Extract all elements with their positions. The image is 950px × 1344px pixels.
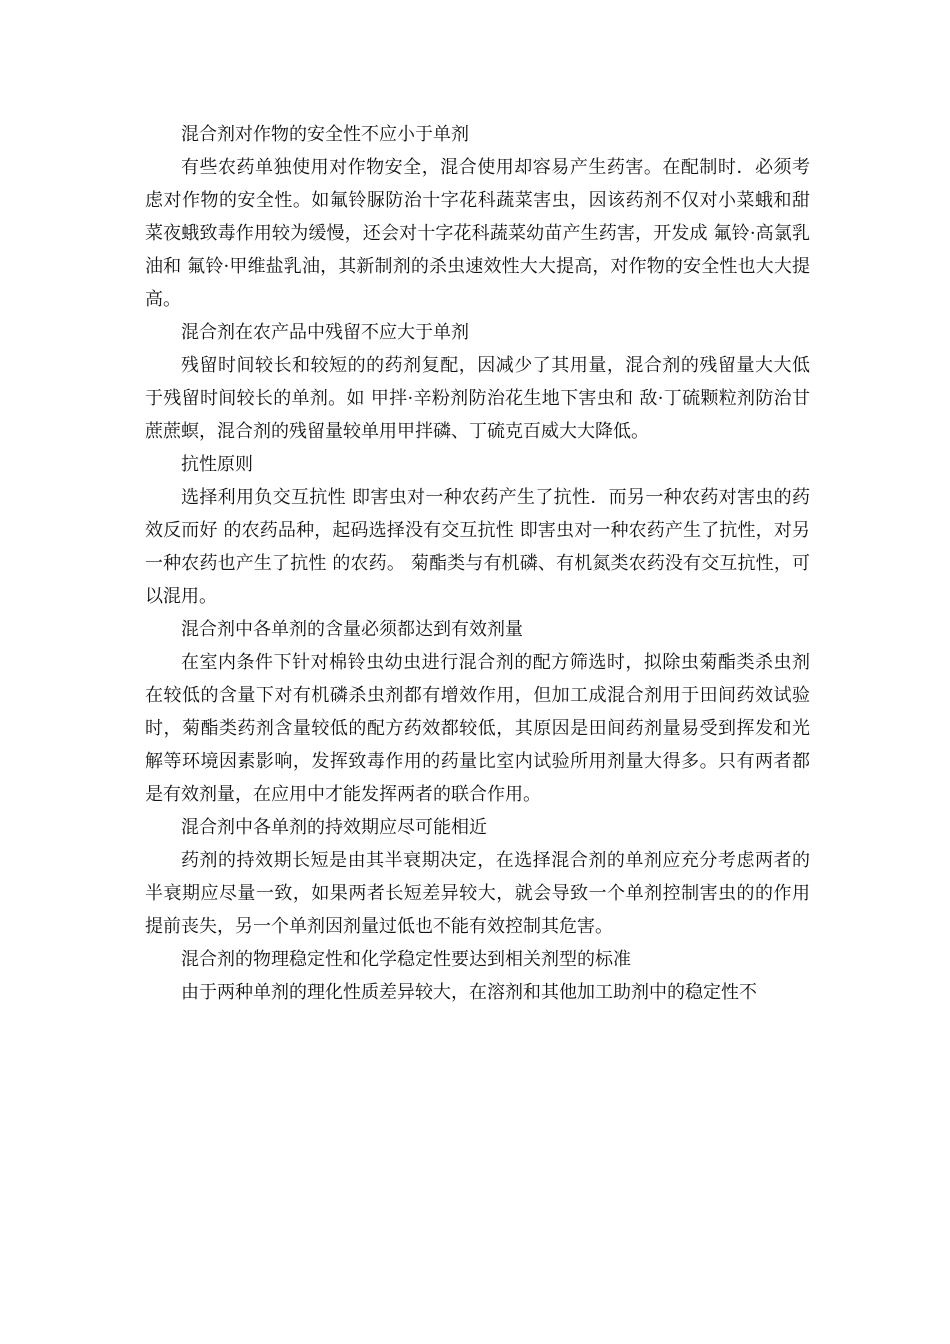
section-heading: 抗性原则 bbox=[181, 454, 253, 475]
document-page bbox=[145, 118, 810, 1009]
body-paragraph: 有些农药单独使用对作物安全，混合使用却容易产生药害。在配制时．必须考虑对作物的安全性。如氟铃脲防治十字花科蔬菜害虫，因该药剂不仅对小菜蛾和甜菜夜蛾致毒作用较为缓慢，还会对十字花科蔬菜幼苗产生药害，开发成 氟铃·高氯乳油和 氟铃·甲维盐乳油，其新制剂的杀虫速效性大大提高，对作物的安全性也大大提高。 bbox=[145, 157, 810, 310]
section-heading: 混合剂对作物的安全性不应小于单剂 bbox=[181, 124, 469, 145]
section-heading: 混合剂中各单剂的持效期应尽可能相近 bbox=[181, 817, 487, 838]
section-heading: 混合剂在农产品中残留不应大于单剂 bbox=[181, 322, 469, 343]
section-heading: 混合剂的物理稳定性和化学稳定性要达到相关剂型的标准 bbox=[181, 949, 631, 970]
body-paragraph: 选择利用负交互抗性 即害虫对一种农药产生了抗性．而另一种农药对害虫的药效反而好 的农药品种，起码选择没有交互抗性 即害虫对一种农药产生了抗性，对另一种农药也产生了抗性 的农药。 菊酯类与有机磷、有机氮类农药没有交互抗性，可以混用。 bbox=[145, 487, 810, 607]
section-heading: 混合剂中各单剂的含量必须都达到有效剂量 bbox=[181, 619, 523, 640]
body-paragraph: 由于两种单剂的理化性质差异较大，在溶剂和其他加工助剂中的稳定性不 bbox=[181, 982, 757, 1003]
body-paragraph: 残留时间较长和较短的的药剂复配，因减少了其用量，混合剂的残留量大大低于残留时间较长的单剂。如 甲拌·辛粉剂防治花生地下害虫和 敌·丁硫颗粒剂防治甘蔗蔗螟，混合剂的残留量较单用甲拌磷、丁硫克百威大大降低。 bbox=[145, 355, 810, 442]
body-paragraph: 药剂的持效期长短是由其半衰期决定，在选择混合剂的单剂应充分考虑两者的半衰期应尽量一致，如果两者长短差异较大，就会导致一个单剂控制害虫的的作用提前丧失，另一个单剂因剂量过低也不能有效控制其危害。 bbox=[145, 850, 810, 937]
body-paragraph: 在室内条件下针对棉铃虫幼虫进行混合剂的配方筛选时，拟除虫菊酯类杀虫剂在较低的含量下对有机磷杀虫剂都有增效作用，但加工成混合剂用于田间药效试验时，菊酯类药剂含量较低的配方药效都较低，其原因是田间药剂量易受到挥发和光解等环境因素影响，发挥致毒作用的药量比室内试验所用剂量大得多。只有两者都是有效剂量，在应用中才能发挥两者的联合作用。 bbox=[145, 652, 810, 805]
